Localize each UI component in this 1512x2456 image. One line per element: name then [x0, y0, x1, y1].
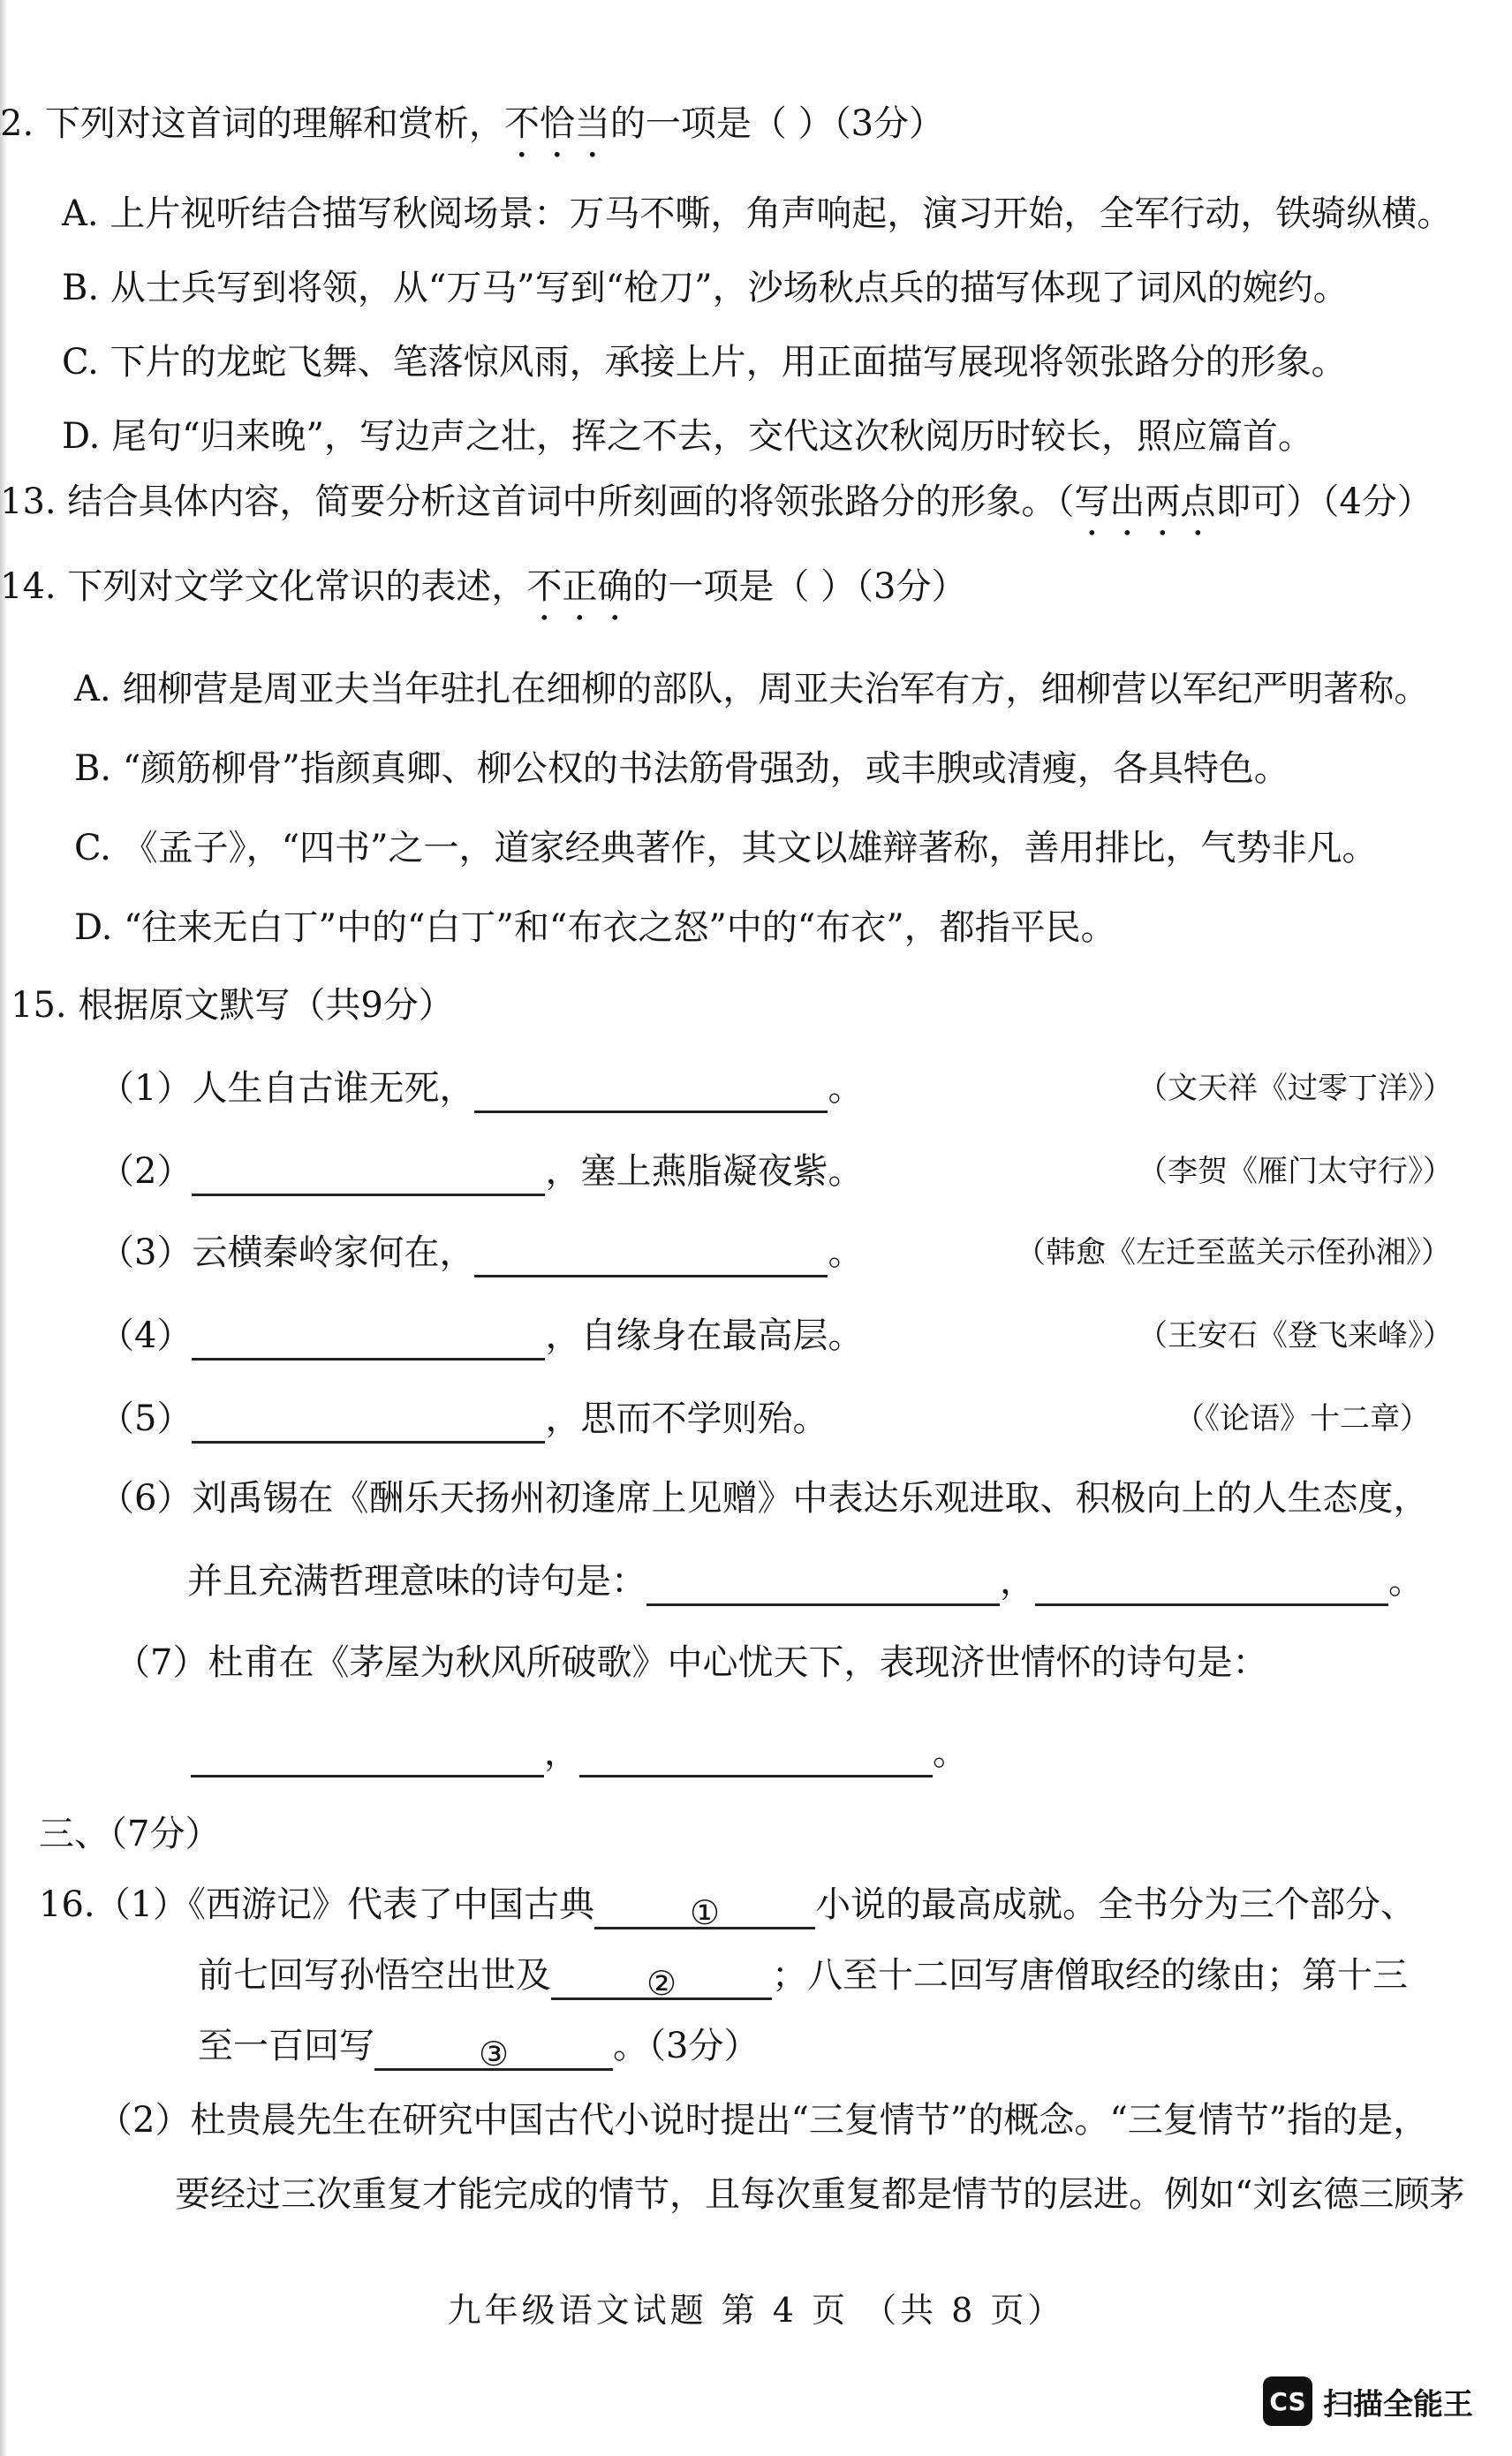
answer-blank[interactable] — [192, 1155, 545, 1196]
q15-item-4-source: （王安石《登飞来峰》） — [1138, 1318, 1453, 1353]
comma: ， — [544, 1732, 579, 1773]
q15-item-3-pre: （3）云横秦岭家何在， — [99, 1232, 475, 1273]
q12-stem-text: 2. 下列对这首词的理解和赏析， — [0, 103, 504, 144]
q16-para-1 — [39, 1880, 1417, 1932]
period: 。 — [1388, 1561, 1424, 1602]
q15-item-5-pre: （5） — [99, 1399, 193, 1439]
q16-para-1-text: 16.（1）《西游记》代表了中国古典 — [39, 1884, 595, 1925]
q15-item-3 — [99, 1228, 863, 1277]
camscanner-logo-icon: CS — [1263, 2376, 1312, 2426]
q15-item-2-post: ，塞上燕脂凝夜紫。 — [545, 1151, 864, 1192]
answer-blank[interactable] — [191, 1736, 544, 1778]
scanner-watermark — [1263, 2376, 1473, 2426]
q15-item-1-pre: （1）人生自古谁无死， — [99, 1068, 475, 1109]
q15-item-5 — [99, 1394, 828, 1444]
q14-option-b: B. “颜筋柳骨”指颜真卿、柳公权的书法筋骨强劲，或丰腴或清瘦，各具特色。 — [74, 748, 1289, 789]
q15-item-4 — [99, 1311, 863, 1361]
q14-stem-text-end: 的一项是（ ）（3分） — [632, 566, 967, 607]
q16-para-3 — [198, 2021, 759, 2071]
answer-blank[interactable] — [192, 1402, 545, 1444]
q15-item-7-line2 — [191, 1728, 968, 1778]
comma: ， — [1000, 1561, 1035, 1602]
q16-para-2-text: 前七回写孙悟空出世及 — [198, 1955, 551, 1996]
q15-item-2-pre: （2） — [99, 1151, 193, 1192]
q12-option-c: C. 下片的龙蛇飞舞、笔落惊风雨，承接上片，用正面描写展现将领张路分的形象。 — [62, 342, 1347, 383]
q15-item-5-source: （《论语》十二章） — [1175, 1401, 1430, 1436]
q13-stem — [0, 477, 1433, 543]
q15-item-4-post: ，自缘身在最高层。 — [545, 1315, 864, 1356]
q14-option-d: D. “往来无白丁”中的“白丁”和“布衣之怒”中的“布衣”，都指平民。 — [74, 907, 1116, 948]
q15-item-6-prompt: 并且充满哲理意味的诗句是： — [187, 1561, 646, 1602]
q13-stem-text-end: 即可）（4分） — [1215, 481, 1433, 522]
blank-number-1: ① — [690, 1893, 721, 1932]
section-3-title: 三、（7分） — [39, 1814, 221, 1854]
answer-blank[interactable] — [474, 1236, 828, 1277]
q15-item-1-source: （文天祥《过零丁洋》） — [1138, 1071, 1453, 1106]
q15-item-1-post: 。 — [828, 1068, 864, 1109]
q14-option-c: C. 《孟子》，“四书”之一，道家经典著作，其文以雄辩著称，善用排比，气势非凡。 — [74, 828, 1378, 868]
q16-para-3-text: 至一百回写 — [198, 2026, 374, 2066]
answer-blank[interactable] — [551, 1959, 772, 2003]
q15-item-6-line2 — [187, 1557, 1424, 1606]
q15-item-7-line1: （7）杜甫在《茅屋为秋风所破歌》中心忧天下，表现济世情怀的诗句是： — [115, 1642, 1268, 1683]
q16-para-2-text-end: ；八至十二回写唐僧取经的缘由；第十三 — [772, 1955, 1408, 1996]
page-footer: 九年级语文试题 第 4 页 （共 8 页） — [447, 2291, 1065, 2330]
scanner-watermark-text: 扫描全能王 — [1323, 2386, 1473, 2422]
q14-stem-emphasis: 不正确 — [526, 566, 633, 607]
q16-para-4: （2）杜贵晨先生在研究中国古代小说时提出“三复情节”的概念。“三复情节”指的是， — [97, 2100, 1429, 2141]
q16-para-1-text-end: 小说的最高成就。全书分为三个部分、 — [815, 1884, 1417, 1925]
answer-blank[interactable] — [192, 1319, 545, 1361]
q15-item-5-post: ，思而不学则殆。 — [545, 1399, 828, 1439]
q16-para-3-text-end: 。（3分） — [613, 2026, 760, 2066]
q15-item-2-source: （李贺《雁门太守行》） — [1138, 1154, 1453, 1189]
answer-blank[interactable] — [474, 1072, 828, 1113]
q13-stem-text: 13. 结合具体内容，简要分析这首词中所刻画的将领张路分的形象。（ — [0, 481, 1075, 522]
q15-item-6-line1: （6）刘禹锡在《酬乐天扬州初逢席上见赠》中表达乐观进取、积极向上的人生态度， — [99, 1478, 1429, 1519]
q15-item-4-pre: （4） — [99, 1315, 193, 1356]
q12-option-d: D. 尾句“归来晚”，写边声之壮，挥之不去，交代这次秋阅历时较长，照应篇首。 — [62, 416, 1313, 457]
blank-number-2: ② — [646, 1964, 677, 2003]
scan-edge-shadow — [0, 0, 7, 2456]
q12-stem — [0, 99, 944, 165]
q16-para-5: 要经过三次重复才能完成的情节，且每次重复都是情节的层进。例如“刘玄德三顾茅 — [175, 2174, 1465, 2215]
q15-title: 15. 根据原文默写（共9分） — [11, 985, 454, 1026]
q14-stem-text: 14. 下列对文学文化常识的表述， — [0, 566, 527, 607]
answer-blank[interactable] — [374, 2029, 613, 2071]
q14-option-a: A. 细柳营是周亚夫当年驻扎在细柳的部队，周亚夫治军有方，细柳营以军纪严明著称。 — [74, 669, 1430, 709]
q13-stem-emphasis: 写出两点 — [1074, 481, 1216, 522]
q12-stem-text-end: 的一项是（ ）（3分） — [609, 103, 945, 144]
q15-item-1 — [99, 1064, 863, 1113]
answer-blank[interactable] — [1035, 1565, 1388, 1606]
q15-item-2 — [99, 1147, 863, 1196]
q12-stem-emphasis: 不恰当 — [503, 103, 610, 144]
answer-blank[interactable] — [594, 1888, 815, 1932]
q12-option-b: B. 从士兵写到将领，从“万马”写到“枪刀”，沙场秋点兵的描写体现了词风的婉约。 — [62, 268, 1349, 308]
q12-option-a: A. 上片视听结合描写秋阅场景：万马不嘶，角声响起，演习开始，全军行动，铁骑纵横。 — [62, 193, 1453, 234]
period: 。 — [933, 1732, 968, 1773]
q15-item-3-post: 。 — [828, 1232, 864, 1273]
blank-number-3: ③ — [478, 2035, 510, 2073]
answer-blank[interactable] — [579, 1736, 933, 1778]
q16-para-2 — [198, 1951, 1408, 2003]
q15-item-3-source: （韩愈《左迁至蓝关示侄孙湘》） — [1016, 1235, 1451, 1270]
q14-stem — [0, 562, 967, 628]
answer-blank[interactable] — [646, 1565, 1000, 1606]
